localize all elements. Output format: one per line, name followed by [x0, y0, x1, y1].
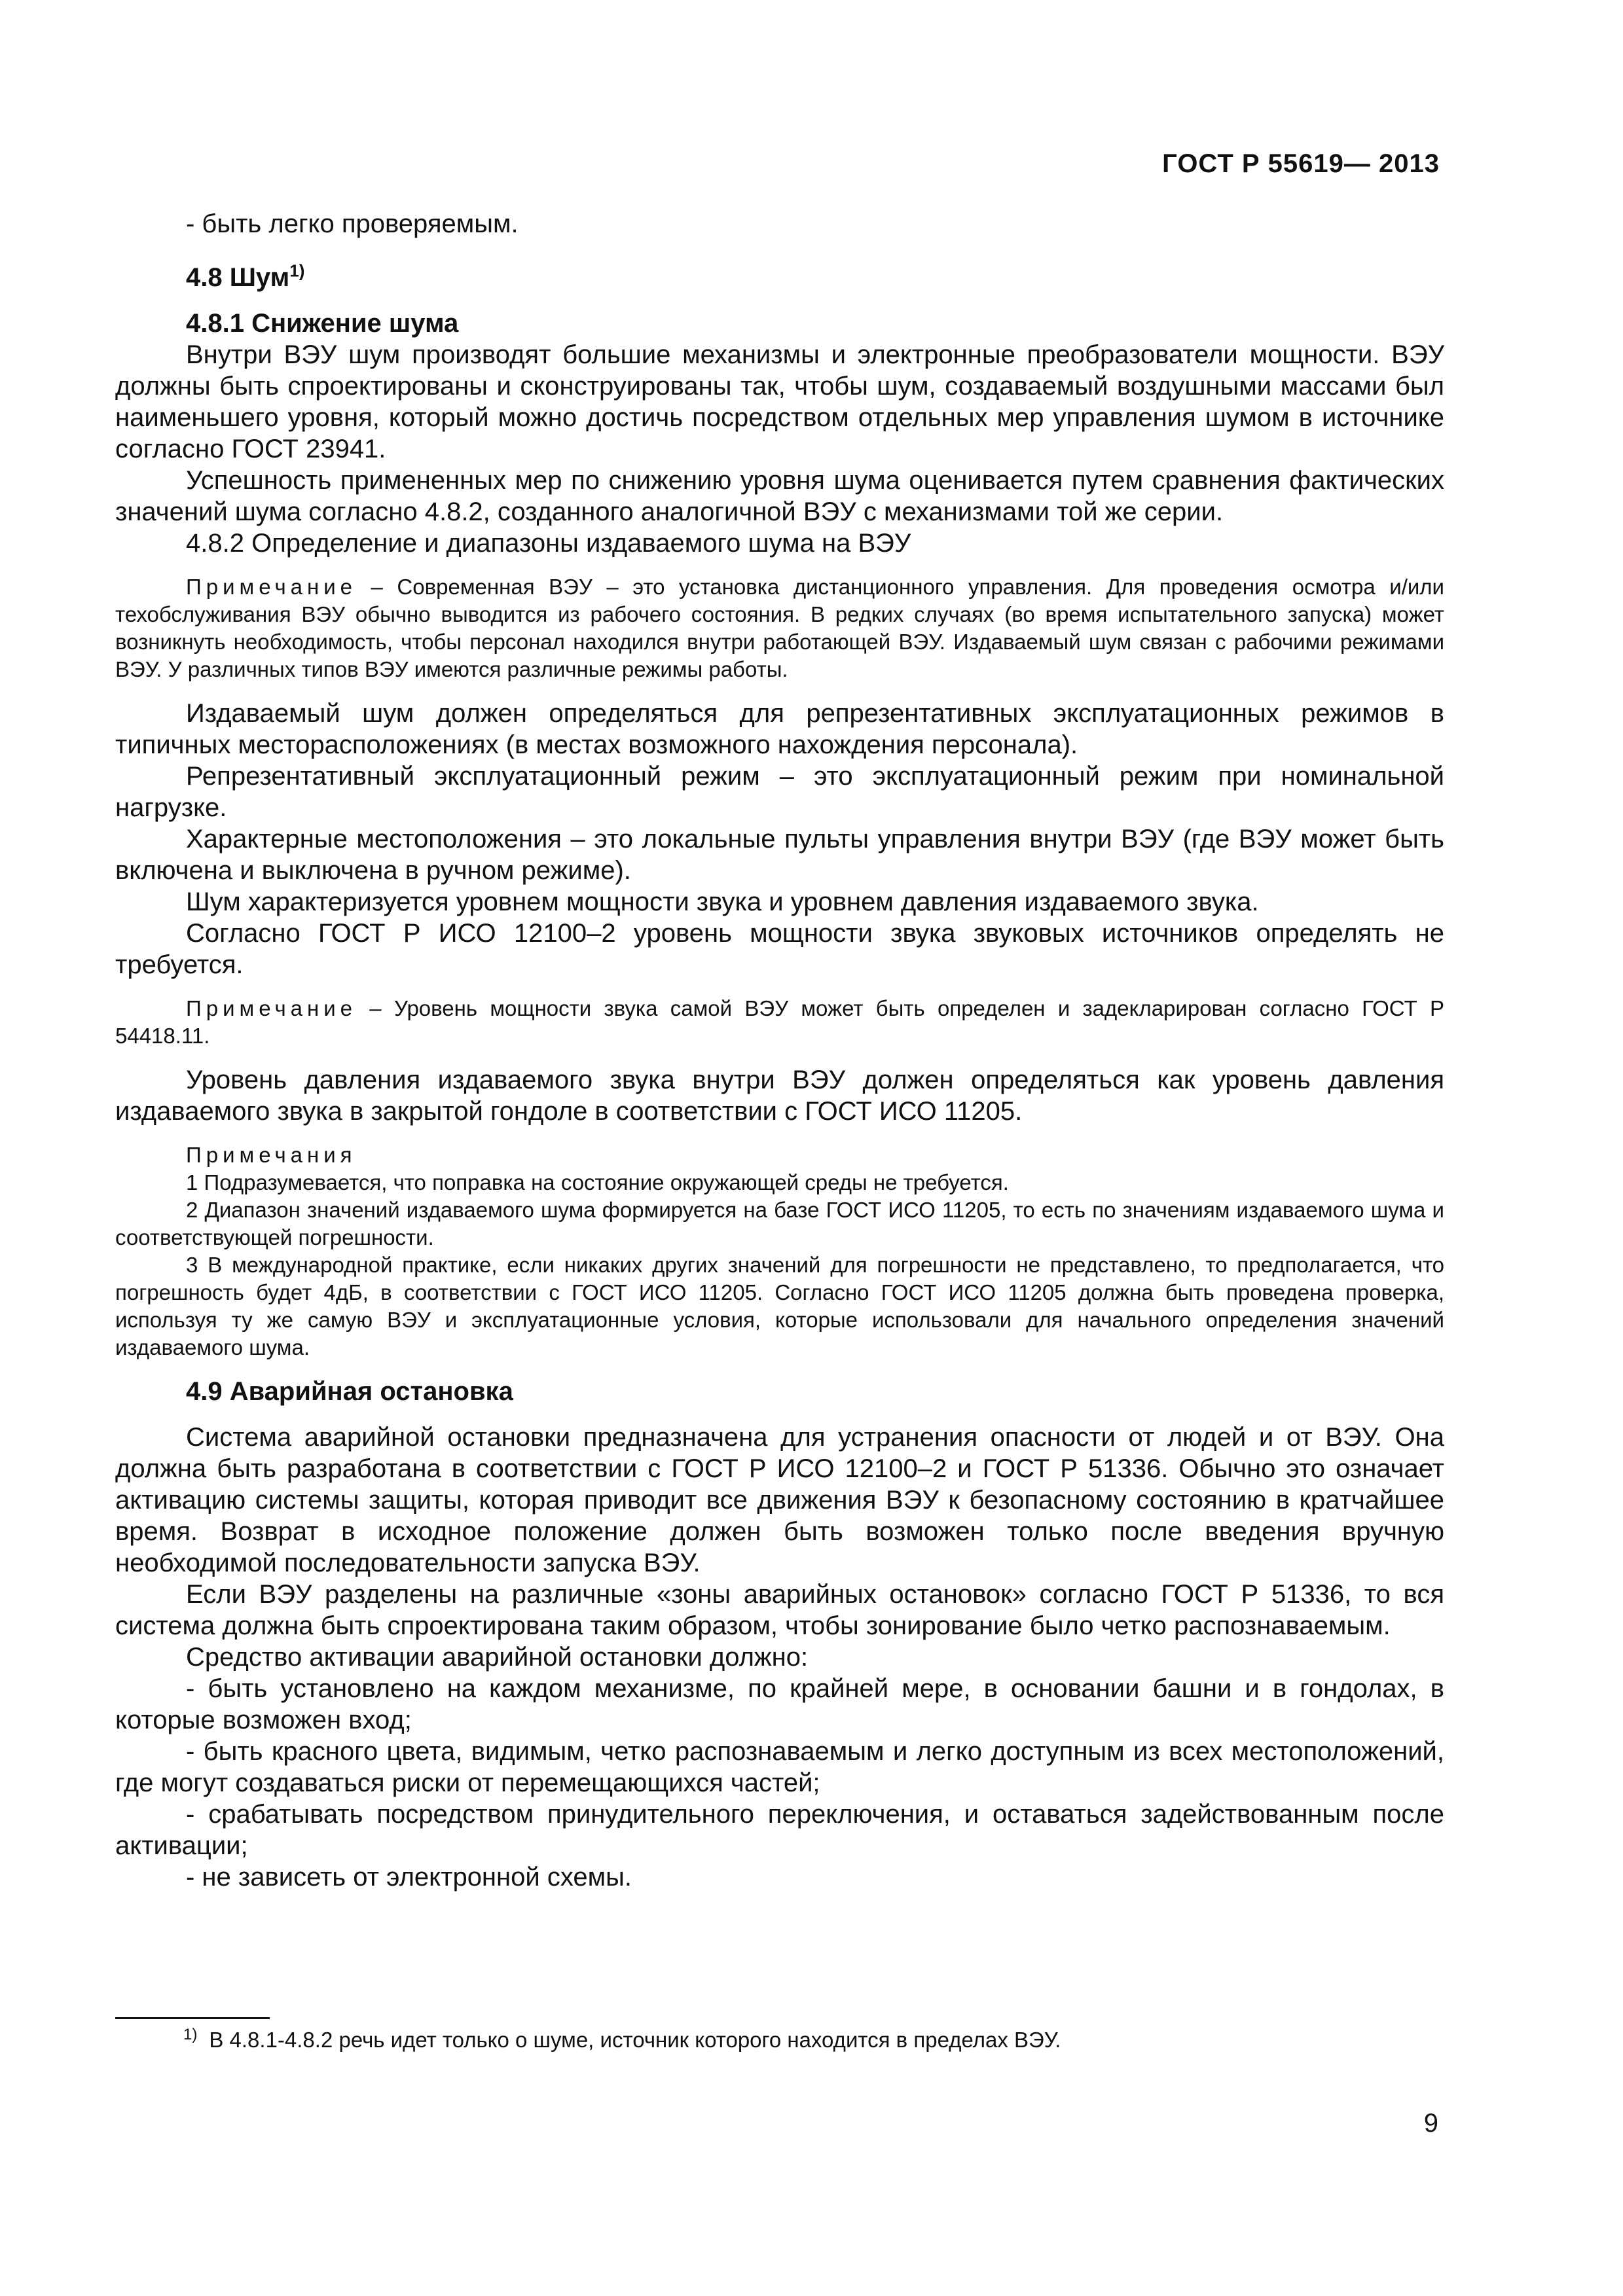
document-id: ГОСТ Р 55619— 2013 [1162, 149, 1440, 178]
footnote-text: В 4.8.1-4.8.2 речь идет только о шуме, источник которого находится в пределах ВЭУ. [209, 2028, 1061, 2052]
paragraph: Шум характеризуется уровнем мощности звука и уровнем давления издаваемого звука. [186, 888, 1259, 916]
note-item: 2 Диапазон значений издаваемого шума формируется на базе ГОСТ ИСО 11205, то есть по значениям издаваемого шума и соответствующей погрешности. [115, 1198, 1444, 1249]
footnote-ref: 1) [289, 260, 305, 281]
section-4-8-1-heading: 4.8.1 Снижение шума [186, 309, 459, 338]
paragraph: Если ВЭУ разделены на различные «зоны аварийных остановок» согласно ГОСТ Р 51336, то вся система должна быть спроектирована таким образом, чтобы зонирование было четко распознаваемым. [115, 1580, 1444, 1640]
footnote [183, 2026, 1061, 2054]
note-item: 1 Подразумевается, что поправка на состояние окружающей среды не требуется. [186, 1170, 1009, 1194]
list-item: - не зависеть от электронной схемы. [186, 1863, 632, 1892]
section-4-9-heading: 4.9 Аварийная остановка [186, 1377, 513, 1406]
paragraph: Уровень давления издаваемого звука внутри ВЭУ должен определяться как уровень давления издаваемого звука в закрытой гондоле в соответствии с ГОСТ ИСО 11205. [115, 1066, 1444, 1126]
section-4-8-2-heading: 4.8.2 Определение и диапазоны издаваемого шума на ВЭУ [186, 529, 911, 558]
footnote-divider [115, 2017, 270, 2019]
note [115, 573, 1444, 683]
section-4-8-title: 4.8 Шум [186, 263, 290, 292]
note-item: 3 В международной практике, если никаких других значений для погрешности не представлено, то предполагается, что погрешность будет 4дБ, в соответствии с ГОСТ ИСО 11205. Согласно ГОСТ ИСО 11205 должна быть проведена проверка, используя ту же самую ВЭУ и эксплуатационные условия, которые использовали для начального определения значений издаваемого шума. [115, 1253, 1444, 1359]
note-label: Примечание [186, 996, 357, 1020]
paragraph: Согласно ГОСТ Р ИСО 12100–2 уровень мощности звука звуковых источников определять не требуется. [115, 919, 1444, 979]
paragraph: Средство активации аварийной остановки должно: [186, 1643, 809, 1672]
paragraph: Характерные местоположения – это локальные пульты управления внутри ВЭУ (где ВЭУ может быть включена и выключена в ручном режиме). [115, 825, 1444, 885]
notes-label: Примечания [186, 1143, 357, 1167]
list-item: - срабатывать посредством принудительного переключения, и оставаться задействованным после активации; [115, 1800, 1444, 1860]
paragraph: Репрезентативный эксплуатационный режим – это эксплуатационный режим при номинальной нагрузке. [115, 762, 1444, 822]
section-4-8-heading [186, 262, 1444, 293]
note-text: – Современная ВЭУ – это установка дистанционного управления. Для проведения осмотра и/или техобслуживания ВЭУ обычно выводится из рабочего состояния. В редких случаях (во время испытательного запуска) может возникнуть необходимость, чтобы персонал находился внутри работающей ВЭУ. Издаваемый шум связан с рабочими режимами ВЭУ. У различных типов ВЭУ имеются различные режимы работы. [115, 575, 1444, 681]
intro-list-item: - быть легко проверяемым. [186, 209, 519, 238]
paragraph: Система аварийной остановки предназначена для устранения опасности от людей и от ВЭУ. Она должна быть разработана в соответствии с ГОСТ Р ИСО 12100–2 и ГОСТ Р 51336. Обычно это означает активацию системы защиты, которая приводит все движения ВЭУ к безопасному состоянию в кратчайшее время. Возврат в исходное положение должен быть возможен только после введения вручную необходимой последовательности запуска ВЭУ. [115, 1423, 1444, 1577]
list-item: - быть красного цвета, видимым, четко распознаваемым и легко доступным из всех местоположений, где могут создаваться риски от перемещающихся частей; [115, 1737, 1444, 1797]
paragraph: Внутри ВЭУ шум производят большие механизмы и электронные преобразователи мощности. ВЭУ должны быть спроектированы и сконструированы так, чтобы шум, создаваемый воздушными массами был наименьшего уровня, который можно достичь посредством отдельных мер управления шумом в источнике согласно ГОСТ 23941. [115, 340, 1444, 463]
note [115, 995, 1444, 1050]
note-text: – Уровень мощности звука самой ВЭУ может быть определен и задекларирован согласно ГОСТ Р 54418.11. [115, 996, 1444, 1048]
list-item: - быть установлено на каждом механизме, по крайней мере, в основании башни и в гондолах, в которые возможен вход; [115, 1674, 1444, 1734]
note-label: Примечание [186, 575, 357, 599]
main-content [115, 208, 1444, 1893]
page-number: 9 [1423, 2109, 1438, 2138]
paragraph: Издаваемый шум должен определяться для репрезентативных эксплуатационных режимов в типичных месторасположениях (в местах возможного нахождения персонала). [115, 699, 1444, 759]
paragraph: Успешность примененных мер по снижению уровня шума оценивается путем сравнения фактических значений шума согласно 4.8.2, созданного аналогичной ВЭУ с механизмами той же серии. [115, 466, 1444, 526]
footnote-marker: 1) [183, 2026, 198, 2043]
